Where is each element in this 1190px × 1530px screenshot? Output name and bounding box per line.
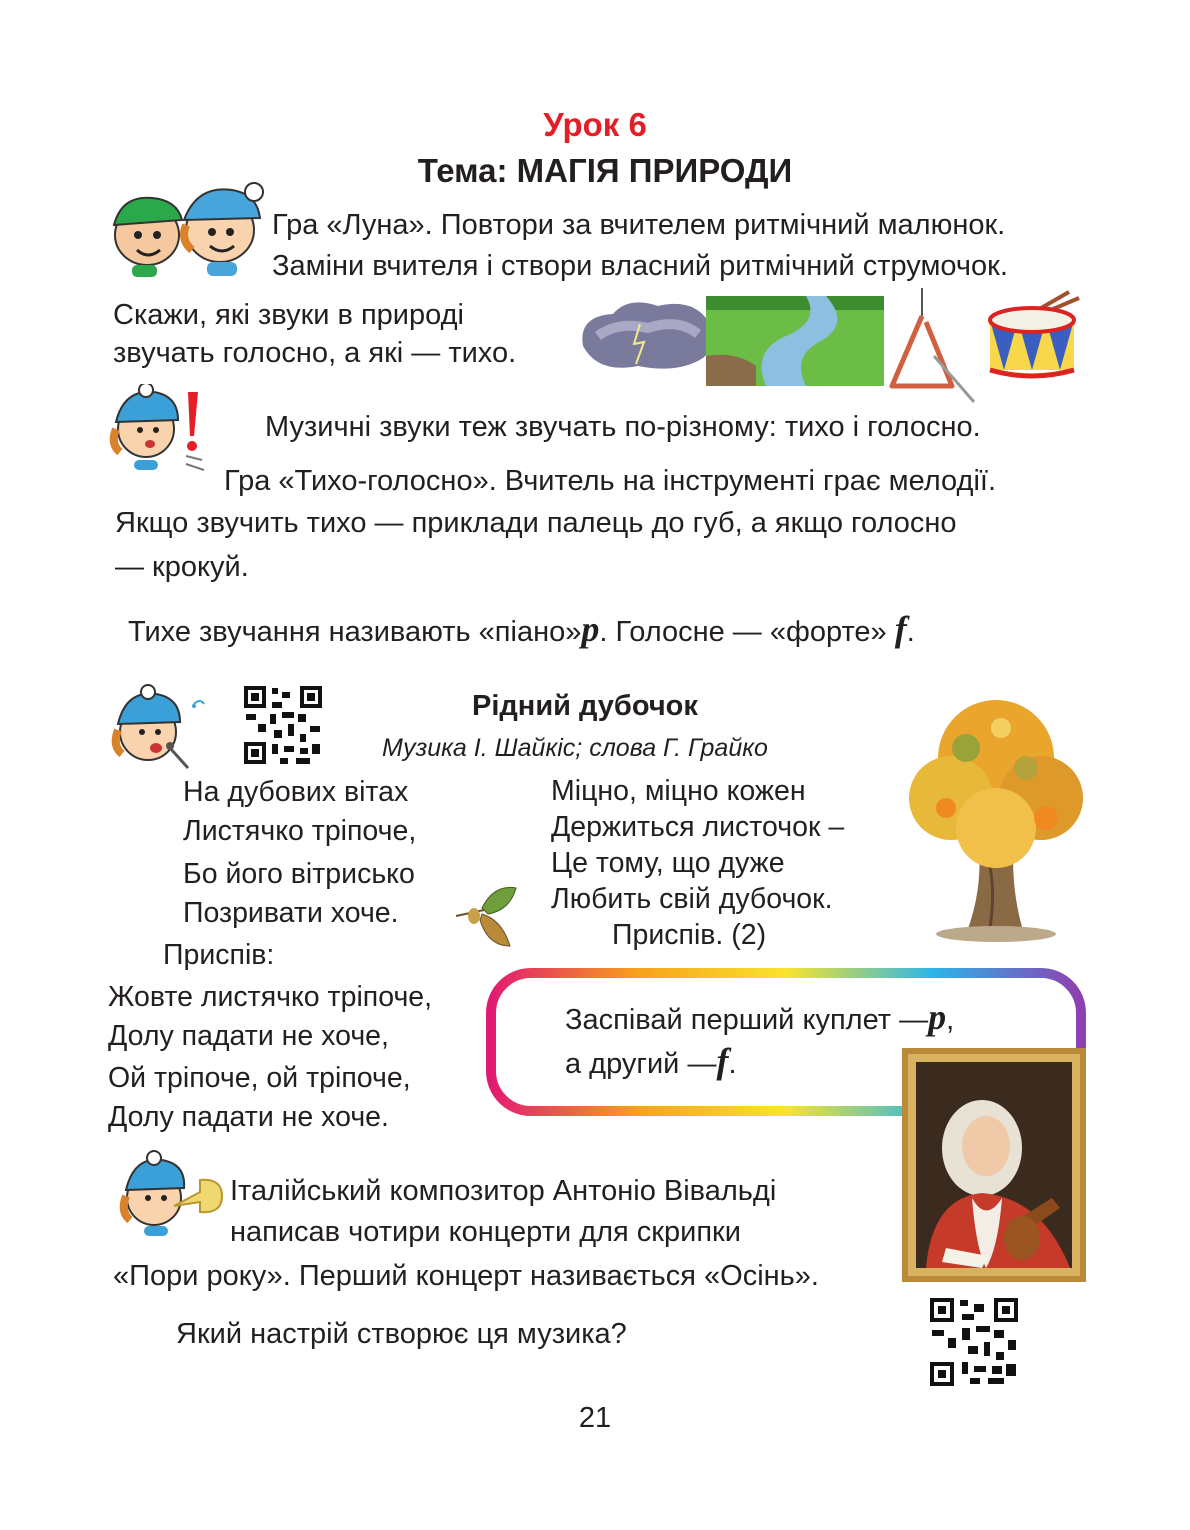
sounds-question-line2: звучать голосно, а які — тихо.	[113, 337, 517, 369]
music-sounds-note: Музичні звуки теж звучать по-різному: тихо і голосно.	[265, 411, 981, 443]
song-authors: Музика І. Шайкіс; слова Г. Грайко	[382, 734, 768, 762]
singing-kid-icon	[108, 684, 216, 776]
river-landscape-icon	[706, 296, 884, 386]
verse1-line2: Листячко тріпоче,	[183, 815, 417, 847]
task-piano-mark: p	[928, 997, 947, 1037]
task-line2	[565, 1040, 737, 1083]
chorus-line3: Ой тріпоче, ой тріпоче,	[108, 1062, 411, 1094]
page-number: 21	[578, 1402, 612, 1434]
qr-code-icon-2[interactable]	[928, 1296, 1020, 1388]
dynamics-forte-text: . Голосне — «форте»	[599, 616, 887, 648]
qr-code-icon[interactable]	[242, 684, 324, 766]
task-forte-mark: f	[716, 1041, 729, 1081]
exclamation-kid-icon	[106, 384, 216, 474]
oak-tree-icon	[906, 688, 1086, 944]
verse2-line1: Міцно, міцно кожен	[551, 775, 806, 807]
vivaldi-line1: Італійський композитор Антоніо Вівальді	[230, 1175, 777, 1207]
dynamics-piano-text: Тихе звучання називають «піано»	[128, 616, 582, 648]
dynamics-line	[128, 608, 915, 651]
verse1-line3: Бо його вітрисько	[183, 858, 415, 890]
page-title: Тема: МАГІЯ ПРИРОДИ	[417, 152, 793, 189]
task-line1-text: Заспівай перший куплет —	[565, 1004, 929, 1036]
verse2-line2: Держиться листочок –	[551, 811, 845, 843]
game-quiet-loud-line1: Гра «Тихо-голосно». Вчитель на інструменті грає мелодії.	[224, 465, 996, 497]
chorus-label: Приспів:	[163, 939, 275, 971]
sounds-question-line1: Скажи, які звуки в природі	[113, 299, 464, 331]
forte-mark: f	[894, 609, 907, 649]
chorus-line1: Жовте листячко тріпоче,	[108, 981, 433, 1013]
game-luna-line1: Гра «Луна». Повтори за вчителем ритмічний малюнок.	[272, 209, 1006, 241]
lesson-number: Урок 6	[543, 106, 647, 143]
verse2-line4: Любить свій дубочок.	[551, 883, 833, 915]
kids-pair-icon	[102, 180, 272, 280]
task-line1-end: ,	[946, 1004, 955, 1036]
game-quiet-loud-line2: Якщо звучить тихо — приклади палець до губ, а якщо голосно	[115, 507, 957, 539]
mood-question: Який настрій створює ця музика?	[176, 1318, 627, 1350]
task-line2-text: а другий —	[565, 1048, 717, 1080]
vivaldi-line2: написав чотири концерти для скрипки	[230, 1216, 741, 1248]
piano-mark: p	[581, 609, 600, 649]
verse1-line4: Позривати хоче.	[183, 897, 399, 929]
dynamics-end: .	[906, 616, 915, 648]
game-quiet-loud-line3: — крокуй.	[115, 551, 249, 583]
triangle-instrument-icon	[882, 286, 978, 406]
chorus-line4: Долу падати не хоче.	[108, 1101, 389, 1133]
oak-leaves-icon	[454, 880, 520, 950]
task-line2-end: .	[728, 1048, 737, 1080]
storm-cloud-icon	[578, 296, 718, 376]
chorus-repeat: Приспів. (2)	[612, 919, 767, 951]
game-luna-line2: Заміни вчителя і створи власний ритмічний струмочок.	[272, 250, 1008, 282]
drum-icon	[984, 290, 1080, 380]
vivaldi-line3: «Пори року». Перший концерт називається «Осінь».	[113, 1260, 819, 1292]
task-line1	[565, 996, 954, 1039]
song-title: Рідний дубочок	[472, 690, 698, 722]
chorus-line2: Долу падати не хоче,	[108, 1020, 389, 1052]
vivaldi-portrait	[902, 1048, 1086, 1282]
verse1-line1: На дубових вітах	[183, 776, 409, 808]
verse2-line3: Це тому, що дуже	[551, 847, 785, 879]
trumpet-kid-icon	[118, 1150, 224, 1240]
